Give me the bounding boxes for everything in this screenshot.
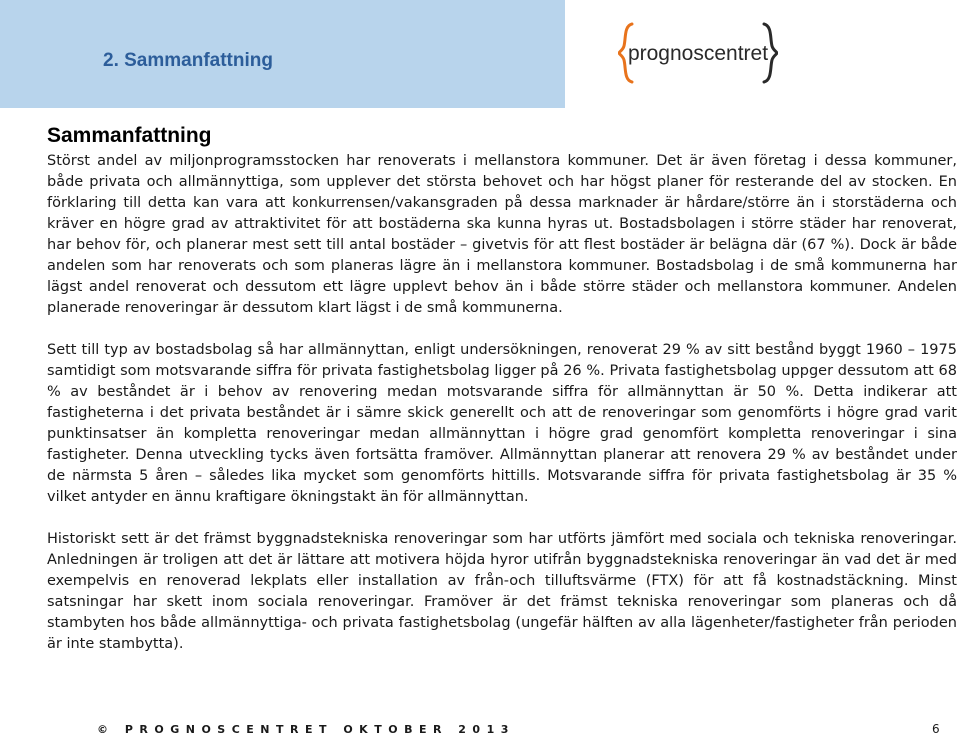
page-number: 6 (932, 722, 940, 736)
paragraph-3: Historiskt sett är det främst byggnadstekniska renoveringar som har utförts jämfört med sociala och tekniska renoveringar. Anledningen är troligen att det är lättare att motivera höjda hyror utifrån byggnadstekniska renoveringar än vad det är med exempelvis en renoverad lekplats eller installation av från-och tilluftsvärme (FTX) för att få kostnadstäckning. Minst satsningar har skett inom sociala renoveringar. Framöver är det främst tekniska renoveringar som planeras och då stambyten hos både allmännyttiga- och privata fastighetsbolag (ungefär hälften av alla lägenheter/fastigheter från perioden är inte stambytta). (47, 531, 957, 652)
paragraph-1: Störst andel av miljonprogramsstocken har renoverats i mellanstora kommuner. Det är även företag i dessa kommuner, både privata och allmännyttiga, som upplever det största behovet och har högst planer för resterande del av stocken. En förklaring till detta kan vara att konkurrensen/vakansgraden på dessa marknader är hårdare/större än i storstäderna och kräver en högre grad av attraktivitet för att bostäderna ska kunna hyras ut. Bostadsbolagen i större städer har renoverat, har behov för, och planerar mest sett till antal bostäder – givetvis för att flest bostäder är belägna där (67 %). Dock är både andelen som har renoverats och som planeras lägre än i mellanstora kommuner. Bostadsbolag i de små kommunerna har lägst andel renoverat och dessutom ett lägre upplevt behov än i både större städer och mellanstora kommuner. Andelen planerade renoveringar är dessutom klart lägst i de små kommunerna. (47, 153, 957, 316)
paragraph-2: Sett till typ av bostadsbolag så har allmännyttan, enligt undersökningen, renoverat 29 % av sitt bestånd byggt 1960 – 1975 samtidigt som motsvarande siffra för privata fastighetsbolag ligger på 26 %. Privata fastighetsbolag uppger dessutom att 68 % av beståndet är i behov av renovering medan motsvarande siffra för allmännyttan är 50 %. Detta indikerar att fastigheterna i det privata beståndet är i sämre skick generellt och att de renoveringar som genomförts i högre grad varit punktinsatser än kompletta renoveringar medan allmännyttan i högre grad genomfört kompletta renoveringar i sina fastigheter. Denna utveckling tycks även fortsätta framöver. Allmännyttan planerar att renovera 29 % av beståndet under de närmsta 5 åren – således lika mycket som genomförts hittills. Motsvarande siffra för privata fastighetsbolag är 35 % vilket antyder en ännu kraftigare ökningstakt än för allmännyttan. (47, 342, 957, 505)
footer-copyright: © PROGNOSCENTRET OKTOBER 2013 (97, 723, 515, 736)
header-band (0, 0, 565, 108)
main-content (47, 124, 957, 676)
section-heading: Sammanfattning (47, 124, 212, 147)
logo-wordmark: prognoscentret (627, 42, 769, 65)
page-title: 2. Sammanfattning (103, 50, 273, 71)
prognoscentret-logo (618, 18, 778, 88)
